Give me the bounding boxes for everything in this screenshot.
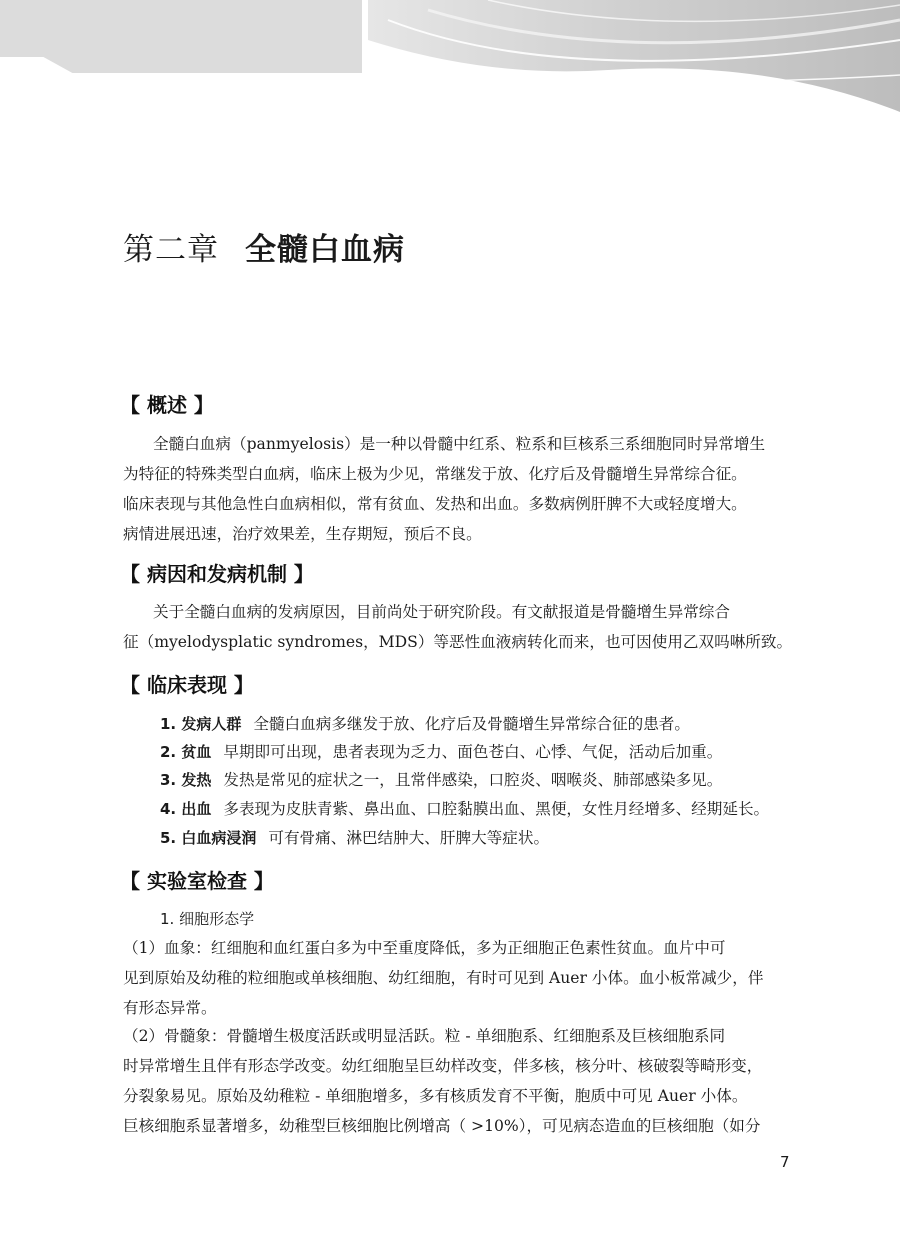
blood-line: 见到原始及幼稚的粒细胞或单核细胞、幼红细胞，有时可见到 Auer 小体。血小板常减少，伴 bbox=[123, 969, 764, 987]
marrow-line: 分裂象易见。原始及幼稚粒 - 单细胞增多，多有核质发育不平衡，胞质中可见 Auer 小体。 bbox=[123, 1087, 748, 1105]
overview-line: 病情进展迅速，治疗效果差，生存期短，预后不良。 bbox=[123, 525, 482, 543]
clinical-item-label: 4. 出血 bbox=[160, 800, 212, 818]
clinical-item bbox=[160, 766, 722, 794]
overview-line: 全髓白血病（panmyelosis）是一种以骨髓中红系、粒系和巨核系三系细胞同时异常增生 bbox=[153, 435, 766, 453]
section-heading-overview: 【 概述 】 bbox=[120, 393, 214, 417]
etiology-paragraph bbox=[123, 597, 793, 657]
clinical-item bbox=[160, 824, 549, 852]
clinical-item-text: 多表现为皮肤青紫、鼻出血、口腔黏膜出血、黑便，女性月经增多、经期延长。 bbox=[223, 800, 770, 818]
marrow-line: （2）骨髓象：骨髓增生极度活跃或明显活跃。粒 - 单细胞系、红细胞系及巨核细胞系同 bbox=[123, 1027, 726, 1045]
blood-paragraph bbox=[123, 933, 785, 1023]
overview-paragraph bbox=[123, 429, 785, 549]
lab-subheading: 1. 细胞形态学 bbox=[160, 910, 255, 928]
clinical-item-label: 1. 发病人群 bbox=[160, 715, 242, 733]
section-heading-etiology: 【 病因和发病机制 】 bbox=[120, 562, 314, 586]
blood-line: （1）血象：红细胞和血红蛋白多为中至重度降低，多为正细胞正色素性贫血。血片中可 bbox=[123, 939, 726, 957]
marrow-paragraph bbox=[123, 1021, 785, 1141]
marrow-line: 时异常增生且伴有形态学改变。幼红细胞呈巨幼样改变，伴多核，核分叶、核破裂等畸形变， bbox=[123, 1057, 763, 1075]
clinical-item bbox=[160, 795, 769, 823]
chapter-number: 第二章 bbox=[123, 232, 219, 268]
section-heading-lab: 【 实验室检查 】 bbox=[120, 869, 274, 893]
etiology-line: 关于全髓白血病的发病原因，目前尚处于研究阶段。有文献报道是骨髓增生异常综合 bbox=[153, 603, 730, 621]
clinical-item bbox=[160, 738, 722, 766]
overview-line: 临床表现与其他急性白血病相似，常有贫血、发热和出血。多数病例肝脾不大或轻度增大。 bbox=[123, 495, 747, 513]
section-heading-clinical: 【 临床表现 】 bbox=[120, 673, 254, 697]
header-wave-decoration bbox=[368, 0, 900, 112]
marrow-line: 巨核细胞系显著增多，幼稚型巨核细胞比例增高（ >10%），可见病态造血的巨核细胞（如分 bbox=[123, 1117, 761, 1135]
clinical-item-label: 2. 贫血 bbox=[160, 743, 212, 761]
chapter-name: 全髓白血病 bbox=[245, 232, 405, 268]
clinical-item bbox=[160, 710, 690, 738]
etiology-line: 征（myelodysplatic syndromes，MDS）等恶性血液病转化而来，也可因使用乙双吗啉所致。 bbox=[123, 633, 793, 651]
clinical-item-text: 早期即可出现，患者表现为乏力、面色苍白、心悸、气促，活动后加重。 bbox=[223, 743, 723, 761]
clinical-item-text: 发热是常见的症状之一，且常伴感染，口腔炎、咽喉炎、肺部感染多见。 bbox=[223, 771, 723, 789]
clinical-item-text: 全髓白血病多继发于放、化疗后及骨髓增生异常综合征的患者。 bbox=[253, 715, 690, 733]
page-number: 7 bbox=[780, 1153, 790, 1171]
chapter-title bbox=[123, 226, 405, 274]
blood-line: 有形态异常。 bbox=[123, 999, 217, 1017]
clinical-item-label: 5. 白血病浸润 bbox=[160, 829, 257, 847]
header-band-left bbox=[0, 0, 362, 73]
clinical-item-label: 3. 发热 bbox=[160, 771, 212, 789]
clinical-item-text: 可有骨痛、淋巴结肿大、肝脾大等症状。 bbox=[268, 829, 550, 847]
overview-line: 为特征的特殊类型白血病，临床上极为少见，常继发于放、化疗后及骨髓增生异常综合征。 bbox=[123, 465, 747, 483]
